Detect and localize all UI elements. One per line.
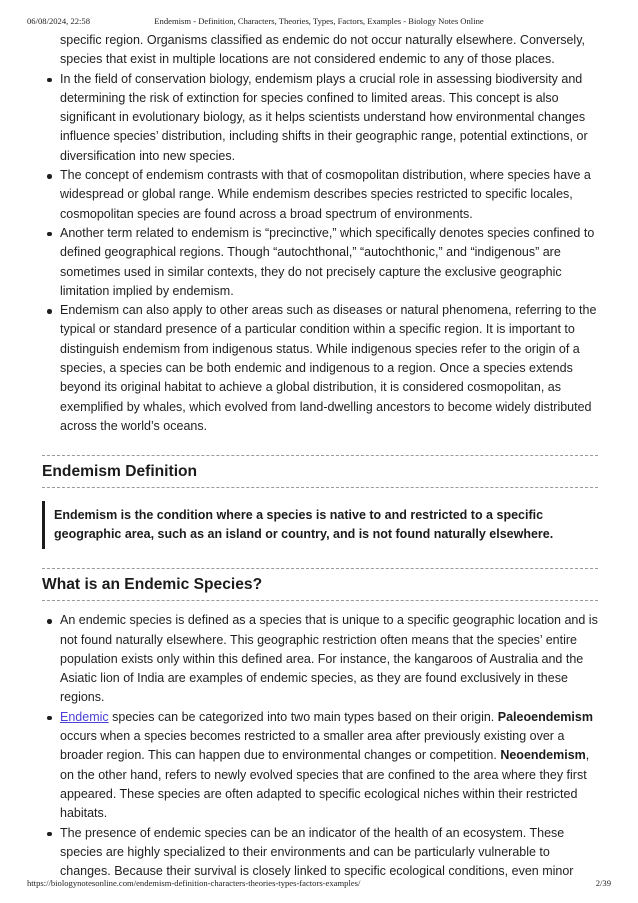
article-content <box>42 31 598 881</box>
print-date: 06/08/2024, 22:58 <box>27 16 91 26</box>
list-item <box>60 708 598 824</box>
intro-continuation: specific region. Organisms classified as endemic do not occur naturally elsewhere. Conversely, species that exist in multiple locations are not considered endemic to any of those places. <box>60 33 586 67</box>
print-page-title: Endemism - Definition, Characters, Theories, Types, Factors, Examples - Biology Notes Online <box>154 16 484 26</box>
definition-heading: Endemism Definition <box>42 463 198 481</box>
bullet-text: , on the other hand, refers to newly evolved species that are confined to the area where they first appeared. These species are often adapted to specific ecological niches within their restricted habitats. <box>60 748 590 821</box>
print-footer <box>27 878 611 890</box>
list-item: Endemism can also apply to other areas such as diseases or natural phenomena, referring to the typical or standard presence of a particular condition within a specific region. It is important to distinguish endemism from indigenous status. While indigenous species refer to the origin of a species, a species can be both endemic and indigenous to a region. Once a species extends beyond its original habitat to achieve a global distribution, it is considered cosmopolitan, as exemplified by whales, which evolved from land-dwelling ancestors to become widely distributed across the world’s oceans. <box>60 301 598 436</box>
endemic-species-heading: What is an Endemic Species? <box>42 576 263 594</box>
intro-bullet-list <box>42 70 598 437</box>
bullet-text: species can be categorized into two main types based on their origin. <box>108 709 498 724</box>
paleoendemism-term: Paleoendemism <box>497 709 593 724</box>
page-number: 2/39 <box>595 878 611 888</box>
list-item: The presence of endemic species can be an indicator of the health of an ecosystem. These species are highly specialized to their environments and can be particularly vulnerable to changes. Because their survival is closely linked to specific ecological conditions, even minor <box>60 824 598 882</box>
print-header <box>27 16 611 28</box>
species-bullet-list <box>42 611 598 881</box>
definition-quote: Endemism is the condition where a species is native to and restricted to a specific geographic area, such as an island or country, and is not found naturally elsewhere. <box>42 501 598 549</box>
print-url: https://biologynotesonline.com/endemism-definition-characters-theories-types-factors-examples/ <box>27 878 361 888</box>
list-item: Another term related to endemism is “precinctive,” which specifically denotes species confined to defined geographical regions. Though “autochthonal,” “autochthonic,” and “indigenous” are sometimes used in similar contexts, they do not precisely capture the exclusive geographic limitation implied by endemism. <box>60 224 598 301</box>
bullet-text: occurs when a species becomes restricted to a smaller area after previously existing over a broader region. This can happen due to environmental changes or competition. <box>60 729 565 763</box>
list-item: The concept of endemism contrasts with that of cosmopolitan distribution, where species have a widespread or global range. While endemism describes species restricted to specific locales, cosmopolitan species are found across a broad spectrum of environments. <box>60 166 598 224</box>
neoendemism-term: Neoendemism <box>500 748 586 763</box>
list-item: In the field of conservation biology, endemism plays a crucial role in assessing biodiversity and determining the risk of extinction for species confined to limited areas. This concept is also significant in evolutionary biology, as it helps scientists understand how environmental changes influence species’ distribution, including shifts in their geographic range, potential extinctions, or diversification into new species. <box>60 70 598 166</box>
list-item: An endemic species is defined as a species that is unique to a specific geographic location and is not found naturally elsewhere. This geographic restriction often means that the species’ entire population exists only within this defined area. For instance, the kangaroos of Australia and the Asiatic lion of India are examples of endemic species, as they are found exclusively in these regions. <box>60 611 598 707</box>
endemic-link[interactable]: Endemic <box>60 709 109 724</box>
